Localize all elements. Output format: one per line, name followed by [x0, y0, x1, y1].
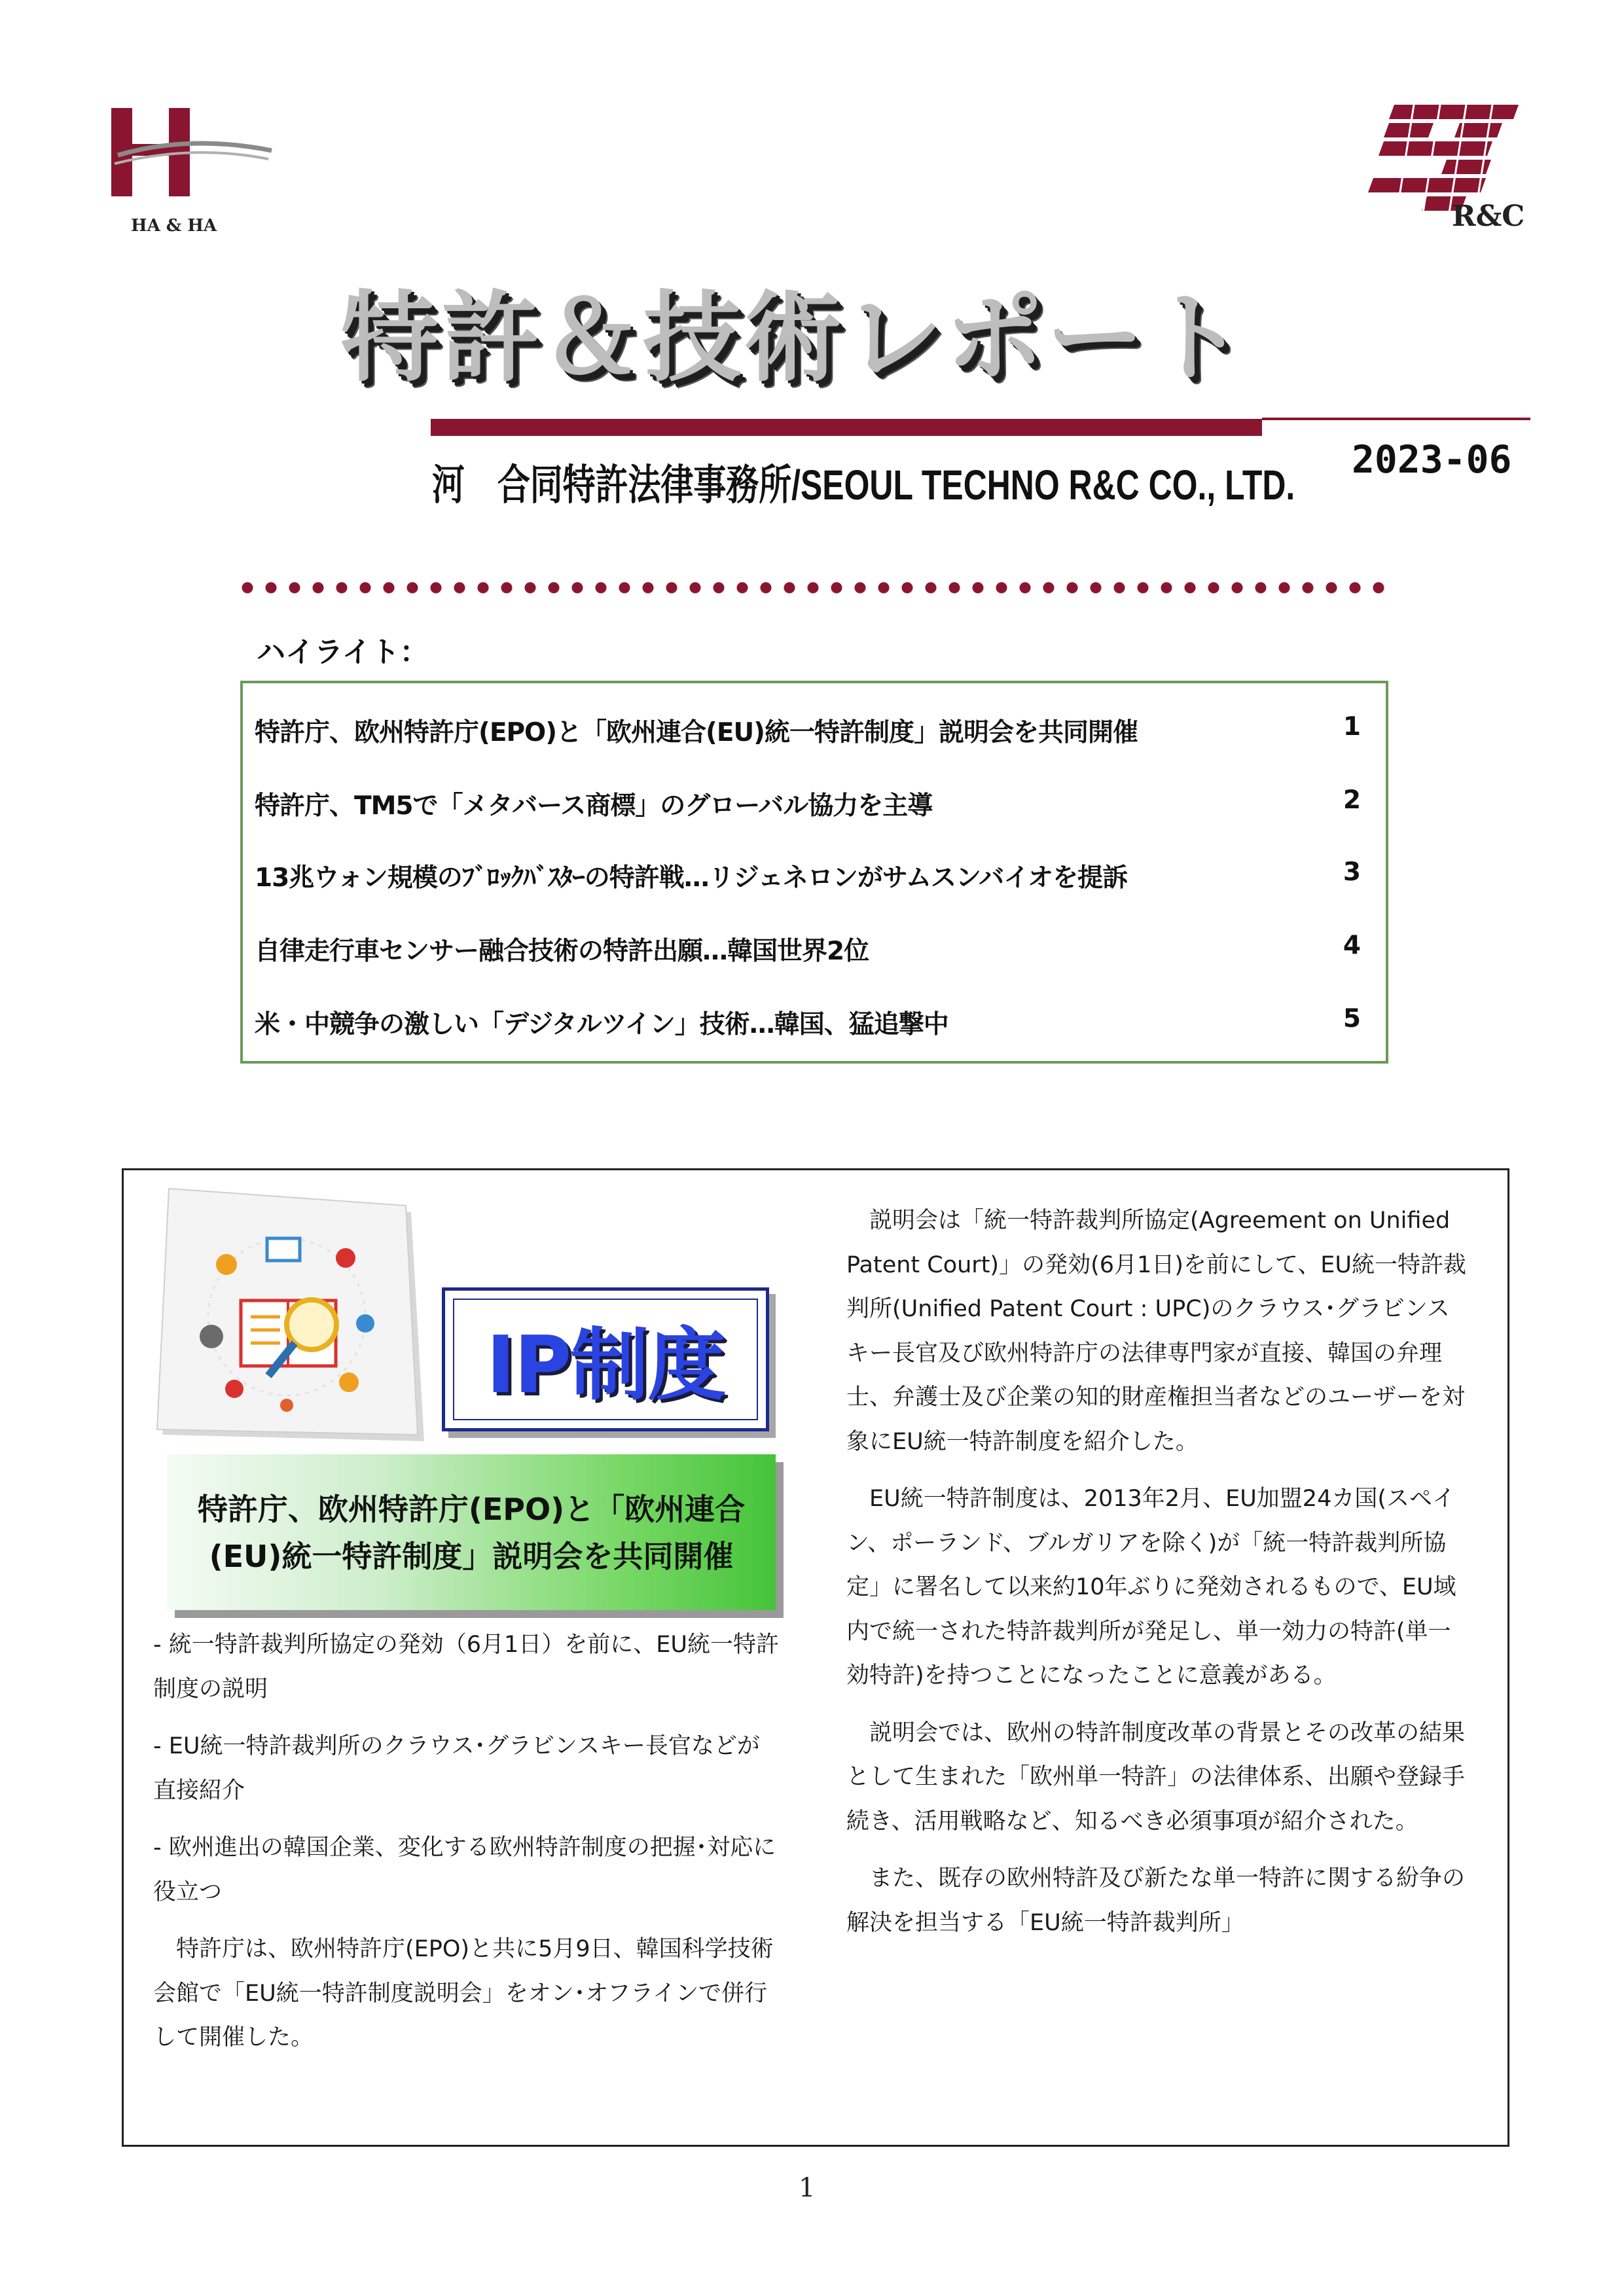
left-logo-caption: HA & HA [131, 216, 217, 236]
highlight-item[interactable] [255, 912, 1361, 987]
highlight-page: 2 [1343, 785, 1361, 815]
summary-bullet: - 欧州進出の韓国企業、変化する欧州特許制度の把握･対応に役立つ [153, 1835, 776, 1905]
body-paragraph: 特許庁は、欧州特許庁(EPO)と共に5月9日、韓国科学技術会館で「EU統一特許制度説明会」をオン･オフラインで併行して開催した。 [153, 1936, 774, 2051]
summary-bullet: - 統一特許裁判所協定の発効（6月1日）を前に、EU統一特許制度の説明 [153, 1632, 780, 1702]
body-paragraph: EU統一特許制度は、2013年2月、EU加盟24カ国(スペイン、ポーランド、ブルガリアを除く)が「統一特許裁判所協定」に署名して以来約10年ぶりに発効されるもので、EU域内で統一された特許裁判所が発足し、単一効力の特許(単一効特許)を持つことになったことに意義がある。 [846, 1486, 1456, 1689]
article-headline-box [167, 1454, 776, 1610]
highlight-page: 1 [1343, 712, 1361, 742]
report-title: 特許＆技術レポート [340, 281, 1248, 395]
article-headline [167, 1486, 776, 1580]
highlight-item[interactable] [255, 767, 1361, 842]
right-column [846, 1199, 1468, 1958]
article-headline-line: 特許庁、欧州特許庁(EPO)と「欧州連合 [197, 1492, 746, 1527]
page-number: 1 [799, 2173, 816, 2203]
highlight-item[interactable] [255, 694, 1361, 768]
category-label: IP制度 [486, 1320, 725, 1411]
body-paragraph: 説明会は「統一特許裁判所協定(Agreement on Unified Patent Court)」の発効(6月1日)を前にして、EU統一特許裁判所(Unified Patent Court : UPC)のクラウス･グラビンスキー長官及び欧州特許庁の法律専門家が直接、韓国の弁理士、弁護士及び企業の知的財産権担当者などのユーザーを対象にEU統一特許制度を紹介した。 [846, 1208, 1466, 1455]
summary-bullet: - EU統一特許裁判所のクラウス･グラビンスキー長官などが直接紹介 [153, 1733, 760, 1804]
title-underline [431, 419, 1262, 436]
article-headline-line: (EU)統一特許制度」説明会を共同開催 [209, 1539, 734, 1574]
highlight-item[interactable] [255, 986, 1361, 1060]
highlight-title: 自律走行車センサー融合技術の特許出願…韓国世界2位 [255, 937, 869, 966]
highlight-item[interactable] [255, 839, 1361, 914]
dotted-divider [236, 581, 1388, 594]
right-logo-caption: R&C [1452, 200, 1525, 233]
highlight-title: 13兆ウォン規模のﾌﾞﾛｯｸﾊﾞｽﾀｰの特許戦…リジェネロンがサムスンバイオを提訴 [255, 863, 1128, 893]
company-name: 河 合同特許法律事務所/SEOUL TECHNO R&C CO., LTD. [432, 461, 1295, 509]
ip-illustration-image [149, 1186, 437, 1448]
highlights-box [240, 681, 1388, 1064]
highlight-page: 5 [1343, 1004, 1361, 1033]
highlight-page: 4 [1343, 931, 1361, 960]
left-column [153, 1623, 782, 2073]
title-underline-thin [1262, 418, 1530, 420]
highlight-title: 特許庁、TM5で「メタバース商標」のグローバル協力を主導 [255, 791, 933, 821]
highlights-heading: ハイライト： [257, 636, 429, 669]
highlight-title: 米・中競争の激しい「デジタルツイン」技術…韓国、猛追撃中 [255, 1010, 948, 1039]
body-paragraph: また、既存の欧州特許及び新たな単一特許に関する紛争の解決を担当する「EU統一特許裁判所」 [846, 1865, 1466, 1936]
issue-date: 2023-06 [1352, 437, 1512, 482]
highlight-page: 3 [1343, 857, 1361, 887]
category-box [442, 1287, 769, 1431]
body-paragraph: 説明会では、欧州の特許制度改革の背景とその改革の結果として生まれた「欧州単一特許」の法律体系、出願や登録手続き、活用戦略など、知るべき必須事項が紹介された。 [846, 1719, 1466, 1835]
highlight-title: 特許庁、欧州特許庁(EPO)と「欧州連合(EU)統一特許制度」説明会を共同開催 [255, 718, 1138, 747]
